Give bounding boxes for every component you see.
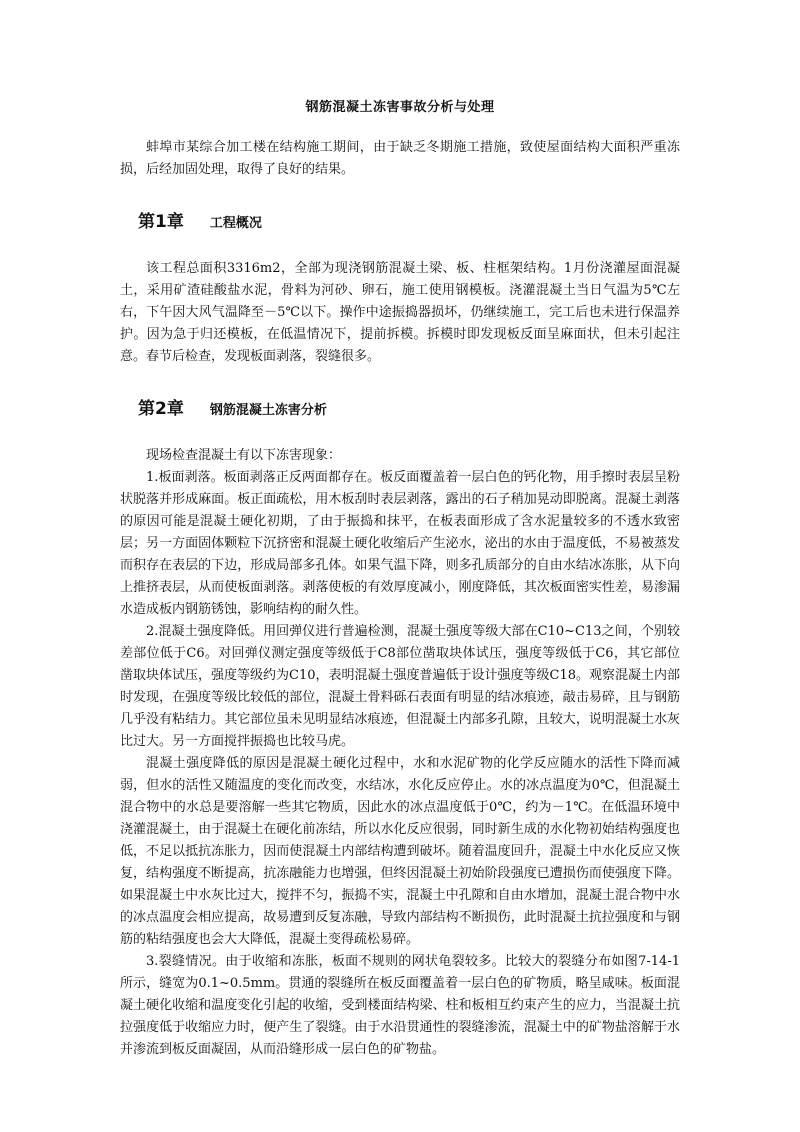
chapter-1-heading (138, 207, 680, 232)
chapter-2-paragraph-2: 1.板面剥落。板面剥落正反两面都存在。板反面覆盖着一层白色的钙化物，用手擦时表层呈粉状脱落并形成麻面。板正面疏松，用木板刮时表层剥落，露出的石子稍加晃动即脱离。混凝土剥落的原因可能是混凝土硬化初期，了由于振捣和抹平，在板表面形成了含水泥量较多的不透水致密层；另一方面固体颗粒下沉挤密和混凝土硬化收缩后产生泌水，泌出的水由于温度低，不易被蒸发而积存在表层的下边，形成局部多孔体。如果气温下降，则多孔质部分的自由水结冰冻胀，从下向上推挤表层，从而使板面剥落。剥落使板的有效厚度减小，刚度降低，其次板面密实性差，易渗漏水造成板内钢筋锈蚀，影响结构的耐久性。 (120, 470, 680, 617)
chapter-number: 第1章 (138, 212, 184, 232)
chapter-title: 钢筋混凝土冻害分析 (209, 403, 327, 418)
chapter-number: 第2章 (138, 399, 184, 419)
chapter-1-paragraph-1: 该工程总面积3316m2，全部为现浇钢筋混凝土梁、板、柱框架结构。1月份浇灌屋面混凝土，采用矿渣硅酸盐水泥，骨料为河砂、卵石，施工使用钢模板。浇灌混凝土当日气温为5℃左右，下午因大风气温降至－5℃以下。操作中途振捣器损坏，仍继续施工，完工后也未进行保温养护。因为急于归还模板，在低温情况下，提前拆模。拆模时即发现板反面呈麻面状，但未引起注意。春节后检查，发现板面剥落，裂缝很多。 (120, 261, 680, 364)
chapter-2-heading (138, 394, 680, 419)
intro-paragraph: 蚌埠市某综合加工楼在结构施工期间，由于缺乏冬期施工措施，致使屋面结构大面积严重冻损，后经加固处理，取得了良好的结果。 (120, 140, 680, 177)
chapter-2-paragraph-4: 混凝土强度降低的原因是混凝土硬化过程中，水和水泥矿物的化学反应随水的活性下降而减弱，但水的活性又随温度的变化而改变，水结冰，水化反应停止。水的冰点温度为0℃，但混凝土混合物中的水总是要溶解一些其它物质，因此水的冰点温度低于0℃，约为－1℃。在低温环境中浇灌混凝土，由于混凝土在硬化前冻结，所以水化反应很弱，同时新生成的水化物初始结构强度也低，不足以抵抗冻胀力，因而使混凝土内部结构遭到破坏。随着温度回升，混凝土中水化反应又恢复，结构强度不断提高，抗冻融能力也增强，但终因混凝土初始阶段强度已遭损伤而使强度下降。如果混凝土中水灰比过大，搅拌不匀，振捣不实，混凝土中孔隙和自由水增加，混凝土混合物中水的冰点温度会相应提高，故易遭到反复冻融，导致内部结构不断损伤，此时混凝土抗拉强度和与钢筋的粘结强度也会大大降低，混凝土变得疏松易碎。 (120, 756, 680, 947)
chapter-2-paragraph-1: 现场检查混凝土有以下冻害现象： (146, 448, 342, 463)
chapter-title: 工程概况 (209, 216, 262, 231)
chapter-2-paragraph-3: 2.混凝土强度降低。用回弹仪进行普遍检测，混凝土强度等级大部在C10~C13之间，个别较差部位低于C6。对回弹仪测定强度等级低于C8部位凿取块体试压，强度等级低于C6，其它部位凿取块体试压，强度等级约为C10，表明混凝土强度普遍低于设计强度等级C18。观察混凝土内部时发现，在强度等级比较低的部位，混凝土骨料砾石表面有明显的结冰痕迹，敲击易碎，且与钢筋几乎没有粘结力。其它部位虽未见明显结冰痕迹，但混凝土内部多孔隙，且较大，说明混凝土水灰比过大。另一方面搅拌振捣也比较马虎。 (120, 624, 680, 749)
chapter-2-paragraph-5: 3.裂缝情况。由于收缩和冻胀，板面不规则的网状龟裂较多。比较大的裂缝分布如图7-14-1所示，缝宽为0.1~0.5mm。贯通的裂缝所在板反面覆盖着一层白色的矿物质，略呈咸味。板面混凝土硬化收缩和温度变化引起的收缩，受到楼面结构梁、柱和板相互约束产生的应力，当混凝土抗拉强度低于收缩应力时，便产生了裂缝。由于水沿贯通性的裂缝渗流，混凝土中的矿物盐溶解于水并渗流到板反面凝固，从而沿缝形成一层白色的矿物盐。 (120, 954, 680, 1057)
document-title: 钢筋混凝土冻害事故分析与处理 (305, 100, 495, 115)
